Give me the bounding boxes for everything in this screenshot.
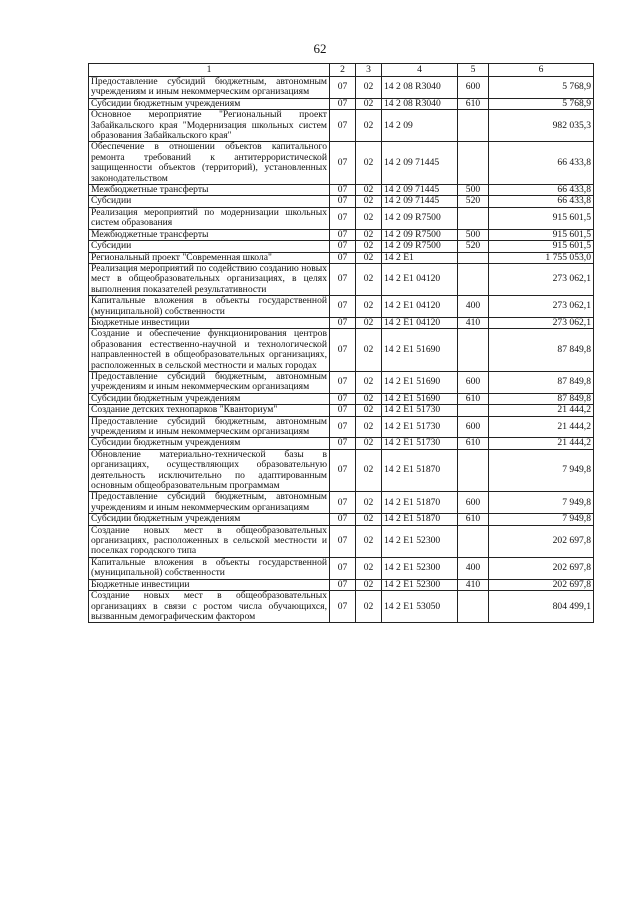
- row-type-cell: 610: [458, 393, 489, 404]
- table-row: [89, 449, 594, 492]
- row-amount-cell: 273 062,1: [489, 296, 594, 318]
- row-target-cell: 14 2 08 R3040: [382, 98, 458, 109]
- row-subsection-cell: 02: [356, 263, 382, 295]
- row-subsection-cell: 02: [356, 416, 382, 438]
- row-section-cell: 07: [330, 317, 356, 328]
- table-row: [89, 591, 594, 623]
- row-name-cell: Основное мероприятие "Региональный проект Забайкальского края "Модернизация школьных систем образования Забайкальского края": [89, 110, 330, 142]
- row-section-cell: 07: [330, 579, 356, 590]
- row-name-cell: Создание детских технопарков "Кванториум": [89, 405, 330, 416]
- row-name-cell: Обеспечение в отношении объектов капитального ремонта требований к антитеррористической защищенности объектов (территорий), установленных законодательством: [89, 142, 330, 185]
- row-subsection-cell: 02: [356, 196, 382, 207]
- row-name-cell: Субсидии бюджетным учреждениям: [89, 514, 330, 525]
- row-target-cell: 14 2 E1 51730: [382, 405, 458, 416]
- row-type-cell: 610: [458, 438, 489, 449]
- row-amount-cell: 202 697,8: [489, 525, 594, 557]
- row-subsection-cell: 02: [356, 591, 382, 623]
- row-name-cell: Субсидии бюджетным учреждениям: [89, 393, 330, 404]
- row-name-cell: Бюджетные инвестиции: [89, 579, 330, 590]
- row-section-cell: 07: [330, 196, 356, 207]
- row-subsection-cell: 02: [356, 525, 382, 557]
- row-type-cell: [458, 207, 489, 229]
- row-subsection-cell: 02: [356, 98, 382, 109]
- row-type-cell: [458, 252, 489, 263]
- row-type-cell: 500: [458, 229, 489, 240]
- row-type-cell: 400: [458, 296, 489, 318]
- row-type-cell: 520: [458, 241, 489, 252]
- column-header-type: 5: [458, 64, 489, 77]
- row-type-cell: 610: [458, 514, 489, 525]
- row-subsection-cell: 02: [356, 77, 382, 99]
- row-amount-cell: 5 768,9: [489, 98, 594, 109]
- column-header-name: 1: [89, 64, 330, 77]
- row-target-cell: 14 2 E1 52300: [382, 557, 458, 579]
- row-subsection-cell: 02: [356, 438, 382, 449]
- row-target-cell: 14 2 09 71445: [382, 196, 458, 207]
- row-amount-cell: 66 433,8: [489, 196, 594, 207]
- row-subsection-cell: 02: [356, 142, 382, 185]
- row-name-cell: Межбюджетные трансферты: [89, 185, 330, 196]
- row-name-cell: Капитальные вложения в объекты государственной (муниципальной) собственности: [89, 296, 330, 318]
- row-target-cell: 14 2 08 R3040: [382, 77, 458, 99]
- table-row: [89, 371, 594, 393]
- row-subsection-cell: 02: [356, 317, 382, 328]
- table-row: [89, 416, 594, 438]
- row-section-cell: 07: [330, 591, 356, 623]
- table-row: [89, 492, 594, 514]
- row-subsection-cell: 02: [356, 207, 382, 229]
- row-amount-cell: 21 444,2: [489, 438, 594, 449]
- row-section-cell: 07: [330, 185, 356, 196]
- row-target-cell: 14 2 E1 52300: [382, 579, 458, 590]
- row-section-cell: 07: [330, 393, 356, 404]
- row-section-cell: 07: [330, 405, 356, 416]
- row-name-cell: Предоставление субсидий бюджетным, автономным учреждениям и иным некоммерческим организациям: [89, 416, 330, 438]
- row-subsection-cell: 02: [356, 252, 382, 263]
- row-amount-cell: 7 949,8: [489, 449, 594, 492]
- row-target-cell: 14 2 E1: [382, 252, 458, 263]
- row-type-cell: 410: [458, 579, 489, 590]
- row-section-cell: 07: [330, 371, 356, 393]
- table-row: [89, 438, 594, 449]
- row-amount-cell: 87 849,8: [489, 393, 594, 404]
- table-row: [89, 241, 594, 252]
- column-header-amount: 6: [489, 64, 594, 77]
- row-target-cell: 14 2 E1 04120: [382, 317, 458, 328]
- row-subsection-cell: 02: [356, 393, 382, 404]
- row-subsection-cell: 02: [356, 371, 382, 393]
- row-section-cell: 07: [330, 416, 356, 438]
- row-type-cell: [458, 142, 489, 185]
- row-type-cell: [458, 405, 489, 416]
- row-type-cell: 600: [458, 371, 489, 393]
- row-type-cell: 410: [458, 317, 489, 328]
- row-type-cell: 400: [458, 557, 489, 579]
- row-name-cell: Капитальные вложения в объекты государственной (муниципальной) собственности: [89, 557, 330, 579]
- row-target-cell: 14 2 E1 04120: [382, 296, 458, 318]
- row-target-cell: 14 2 E1 51730: [382, 416, 458, 438]
- row-amount-cell: 7 949,8: [489, 514, 594, 525]
- row-type-cell: 600: [458, 416, 489, 438]
- row-name-cell: Субсидии бюджетным учреждениям: [89, 98, 330, 109]
- table-row: [89, 229, 594, 240]
- table-row: [89, 185, 594, 196]
- row-section-cell: 07: [330, 525, 356, 557]
- row-target-cell: 14 2 E1 51730: [382, 438, 458, 449]
- row-name-cell: Обновление материально-технической базы в организациях, осуществляющих образовательную деятельность исключительно по адаптированным основным общеобразовательным программам: [89, 449, 330, 492]
- row-target-cell: 14 2 E1 51870: [382, 492, 458, 514]
- table-row: [89, 405, 594, 416]
- row-subsection-cell: 02: [356, 449, 382, 492]
- row-subsection-cell: 02: [356, 110, 382, 142]
- table-row: [89, 207, 594, 229]
- row-target-cell: 14 2 E1 51870: [382, 514, 458, 525]
- header-row: [89, 64, 594, 77]
- row-type-cell: 520: [458, 196, 489, 207]
- row-section-cell: 07: [330, 241, 356, 252]
- row-amount-cell: 202 697,8: [489, 557, 594, 579]
- row-section-cell: 07: [330, 207, 356, 229]
- row-subsection-cell: 02: [356, 492, 382, 514]
- row-section-cell: 07: [330, 296, 356, 318]
- row-type-cell: [458, 329, 489, 372]
- row-amount-cell: 66 433,8: [489, 142, 594, 185]
- row-section-cell: 07: [330, 252, 356, 263]
- row-subsection-cell: 02: [356, 405, 382, 416]
- column-header-subsection: 3: [356, 64, 382, 77]
- row-name-cell: Региональный проект "Современная школа": [89, 252, 330, 263]
- row-type-cell: [458, 263, 489, 295]
- row-section-cell: 07: [330, 229, 356, 240]
- row-target-cell: 14 2 09 R7500: [382, 241, 458, 252]
- row-amount-cell: 915 601,5: [489, 229, 594, 240]
- row-subsection-cell: 02: [356, 185, 382, 196]
- row-section-cell: 07: [330, 98, 356, 109]
- row-subsection-cell: 02: [356, 579, 382, 590]
- row-type-cell: 600: [458, 77, 489, 99]
- row-amount-cell: 5 768,9: [489, 77, 594, 99]
- table-row: [89, 77, 594, 99]
- row-section-cell: 07: [330, 557, 356, 579]
- row-target-cell: 14 2 09 R7500: [382, 207, 458, 229]
- row-type-cell: [458, 449, 489, 492]
- row-target-cell: 14 2 09 R7500: [382, 229, 458, 240]
- row-subsection-cell: 02: [356, 229, 382, 240]
- row-type-cell: 500: [458, 185, 489, 196]
- table-row: [89, 393, 594, 404]
- row-section-cell: 07: [330, 514, 356, 525]
- row-amount-cell: 1 755 053,0: [489, 252, 594, 263]
- table-row: [89, 110, 594, 142]
- row-target-cell: 14 2 E1 51870: [382, 449, 458, 492]
- row-amount-cell: 202 697,8: [489, 579, 594, 590]
- table-row: [89, 329, 594, 372]
- row-amount-cell: 804 499,1: [489, 591, 594, 623]
- row-subsection-cell: 02: [356, 241, 382, 252]
- row-target-cell: 14 2 E1 04120: [382, 263, 458, 295]
- table-row: [89, 263, 594, 295]
- page-number: 62: [313, 41, 327, 56]
- row-subsection-cell: 02: [356, 514, 382, 525]
- row-target-cell: 14 2 09: [382, 110, 458, 142]
- row-name-cell: Предоставление субсидий бюджетным, автономным учреждениям и иным некоммерческим организациям: [89, 371, 330, 393]
- row-subsection-cell: 02: [356, 296, 382, 318]
- row-section-cell: 07: [330, 142, 356, 185]
- row-type-cell: [458, 591, 489, 623]
- table-row: [89, 142, 594, 185]
- row-amount-cell: 982 035,3: [489, 110, 594, 142]
- row-amount-cell: 273 062,1: [489, 317, 594, 328]
- row-target-cell: 14 2 E1 51690: [382, 329, 458, 372]
- row-target-cell: 14 2 E1 51690: [382, 393, 458, 404]
- table-row: [89, 317, 594, 328]
- row-name-cell: Создание новых мест в общеобразовательных организациях в связи с ростом числа обучающихся, вызванным демографическим фактором: [89, 591, 330, 623]
- row-amount-cell: 915 601,5: [489, 241, 594, 252]
- row-type-cell: [458, 525, 489, 557]
- row-name-cell: Бюджетные инвестиции: [89, 317, 330, 328]
- row-target-cell: 14 2 09 71445: [382, 185, 458, 196]
- row-section-cell: 07: [330, 329, 356, 372]
- row-target-cell: 14 2 E1 52300: [382, 525, 458, 557]
- row-type-cell: 610: [458, 98, 489, 109]
- row-amount-cell: 21 444,2: [489, 405, 594, 416]
- budget-table: [88, 63, 594, 623]
- row-name-cell: Предоставление субсидий бюджетным, автономным учреждениям и иным некоммерческим организациям: [89, 77, 330, 99]
- row-name-cell: Субсидии: [89, 241, 330, 252]
- row-section-cell: 07: [330, 110, 356, 142]
- table-row: [89, 557, 594, 579]
- row-name-cell: Создание и обеспечение функционирования центров образования естественно-научной и технологической направленностей в общеобразовательных организациях, расположенных в сельской местности и малых городах: [89, 329, 330, 372]
- row-name-cell: Межбюджетные трансферты: [89, 229, 330, 240]
- table-row: [89, 525, 594, 557]
- row-amount-cell: 66 433,8: [489, 185, 594, 196]
- row-type-cell: [458, 110, 489, 142]
- row-name-cell: Создание новых мест в общеобразовательных организациях, расположенных в сельской местности и поселках городского типа: [89, 525, 330, 557]
- row-amount-cell: 915 601,5: [489, 207, 594, 229]
- table-row: [89, 252, 594, 263]
- row-section-cell: 07: [330, 449, 356, 492]
- row-amount-cell: 87 849,8: [489, 371, 594, 393]
- row-name-cell: Субсидии: [89, 196, 330, 207]
- row-amount-cell: 7 949,8: [489, 492, 594, 514]
- row-name-cell: Реализация мероприятий по модернизации школьных систем образования: [89, 207, 330, 229]
- row-name-cell: Субсидии бюджетным учреждениям: [89, 438, 330, 449]
- row-type-cell: 600: [458, 492, 489, 514]
- row-amount-cell: 273 062,1: [489, 263, 594, 295]
- table-row: [89, 196, 594, 207]
- row-amount-cell: 21 444,2: [489, 416, 594, 438]
- table-row: [89, 98, 594, 109]
- column-header-target: 4: [382, 64, 458, 77]
- row-name-cell: Предоставление субсидий бюджетным, автономным учреждениям и иным некоммерческим организациям: [89, 492, 330, 514]
- table-body: [89, 77, 594, 623]
- table-row: [89, 296, 594, 318]
- row-section-cell: 07: [330, 263, 356, 295]
- table-row: [89, 514, 594, 525]
- row-section-cell: 07: [330, 438, 356, 449]
- row-target-cell: 14 2 E1 51690: [382, 371, 458, 393]
- table-row: [89, 579, 594, 590]
- row-amount-cell: 87 849,8: [489, 329, 594, 372]
- row-section-cell: 07: [330, 77, 356, 99]
- row-subsection-cell: 02: [356, 557, 382, 579]
- row-target-cell: 14 2 09 71445: [382, 142, 458, 185]
- row-subsection-cell: 02: [356, 329, 382, 372]
- row-target-cell: 14 2 E1 53050: [382, 591, 458, 623]
- column-header-section: 2: [330, 64, 356, 77]
- row-name-cell: Реализация мероприятий по содействию созданию новых мест в общеобразовательных организациях, в целях выполнения показателей результативности: [89, 263, 330, 295]
- row-section-cell: 07: [330, 492, 356, 514]
